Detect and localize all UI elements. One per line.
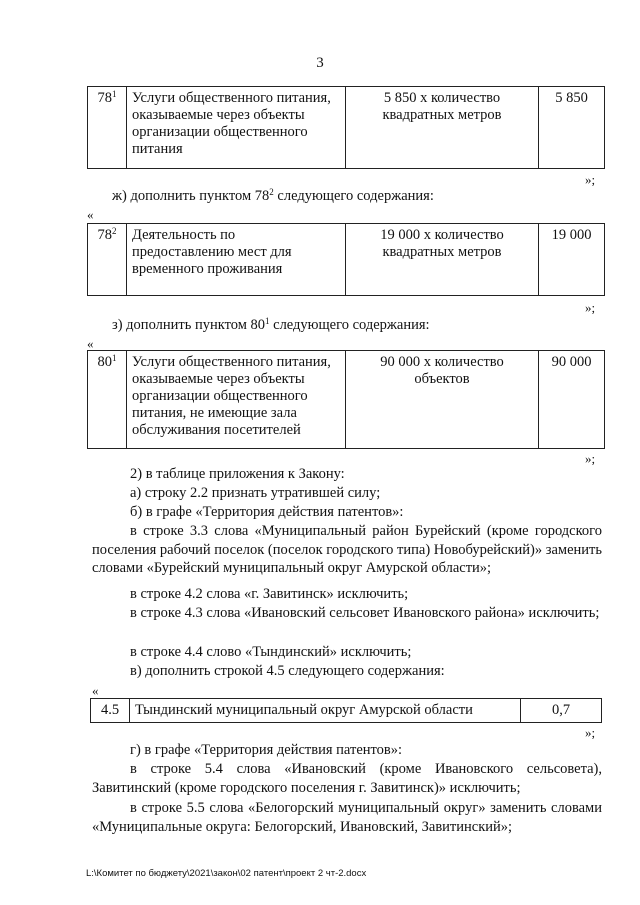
row-number: $80^1$ [88,351,127,449]
row-number: 4.5 [91,699,130,723]
page-number: 3 [316,55,324,71]
closing-quote: »; [585,300,596,315]
item-z: з) дополнить пунктом $80^1$ следующего содержания: [112,316,430,333]
file-path-footer: L:\Комитет по бюджету\2021\закон\02 патент\проект 2 чт-2.docx [86,868,367,879]
row-amount: 90 000 [539,351,605,449]
row-formula: 19 000 х количество квадратных метров [346,224,539,296]
table-row-78-1 [87,86,605,169]
row-description: Услуги общественного питания, оказываемые через объекты организации общественного питания, не имеющие зала обслуживания посетителей [127,351,346,449]
row-formula: 90 000 х количество объектов [346,351,539,449]
row-value: 0,7 [521,699,602,723]
row-description: Деятельность по предоставлению мест для временного проживания [127,224,346,296]
paragraph-5-4: в строке 5.4 слова «Ивановский (кроме Ивановского сельсовета), Завитинский (кроме городского поселения г. Завитинск)» исключить; [92,761,602,796]
row-number: $78^1$ [88,87,127,169]
paragraph-4-3: в строке 4.3 слова «Ивановский сельсовет Ивановского района» исключить; [130,605,600,621]
row-number: $78^2$ [88,224,127,296]
paragraph-3-3: в строке 3.3 слова «Муниципальный район Бурейский (кроме городского поселения рабочий поселок (поселок городского типа) Новобурейский)» заменить словами «Бурейский муниципальный округ Амурской области»; [92,523,602,576]
closing-quote: »; [585,725,596,740]
row-amount: 19 000 [539,224,605,296]
paragraph-2: 2) в таблице приложения к Закону: [130,466,345,482]
paragraph-a: а) строку 2.2 признать утратившей силу; [130,485,381,501]
paragraph-v: в) дополнить строкой 4.5 следующего содержания: [130,663,445,679]
item-zh: ж) дополнить пунктом $78^2$ следующего содержания: [112,187,434,204]
table-row-78-2 [87,223,605,296]
table-row-4-5 [90,698,602,723]
paragraph-4-2: в строке 4.2 слова «г. Завитинск» исключить; [130,586,409,602]
opening-quote: « [92,683,99,698]
paragraph-5-5: в строке 5.5 слова «Белогорский муниципальный округ» заменить словами «Муниципальные округа: Белогорский, Ивановский, Завитинский»; [92,800,602,835]
paragraph-g: г) в графе «Территория действия патентов»: [130,742,403,758]
row-formula: 5 850 х количество квадратных метров [346,87,539,169]
opening-quote: « [87,336,94,351]
paragraph-b: б) в графе «Территория действия патентов»: [130,504,404,520]
table-row-80-1 [87,350,605,449]
paragraph-4-4: в строке 4.4 слово «Тындинский» исключить; [130,644,412,660]
opening-quote: « [87,207,94,222]
row-amount: 5 850 [539,87,605,169]
row-description: Тындинский муниципальный округ Амурской области [130,699,521,723]
row-description: Услуги общественного питания, оказываемые через объекты организации общественного питания [127,87,346,169]
closing-quote: »; [585,172,596,187]
closing-quote: »; [585,451,596,466]
